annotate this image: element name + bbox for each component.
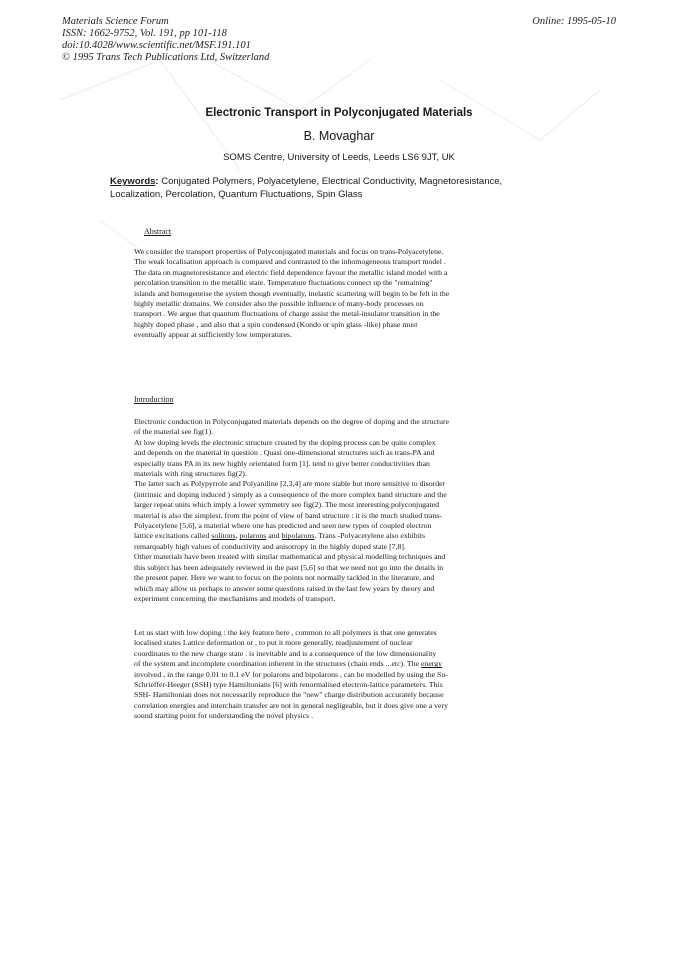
text-line: sound starting point for understanding the novel physics . [134,711,314,721]
paper-title: Electronic Transport in Polyconjugated Materials [205,107,473,119]
text-line: Polyacetylene [5,6], a material where one has predicted and seen new types of coupled electron [134,521,432,531]
text-line: material is also the simplest, from the point of view of band structure : it is the much studied trans- [134,510,442,520]
introduction-paragraph-2 [134,628,448,722]
abstract-line: islands and homogeneise the system though eventually, inelastic scattering will begin to be felt in the [134,288,450,298]
text-line: Let us start with low doping : the key feature here , common to all polymers is that one generates [134,628,437,637]
issn-line: ISSN: 1662-9752, Vol. 191, pp 101-118 [62,28,227,39]
abstract-line: The data on magnetoresistance and electric field dependence favour the metallic island model with a [134,267,448,277]
text-line: larger repeat units which imply a lower symmetry see fig(2). The most interesting polyconjugated [134,500,440,510]
introduction-paragraph-1 [134,417,449,604]
abstract-line: eventually appear at sufficiently low temperatures. [134,330,292,340]
keywords-label: Keywords [110,176,156,187]
text-line: this subject has been adequately reviewed in the past [5,6] so that we need not go into the details in [134,562,444,572]
text-fragment: lattice excitations called [134,531,212,541]
author: B. Movaghar [303,129,375,143]
text-line: and depends on the material in question . Quasi one-dimensional structures such as trans-PA and [134,448,435,458]
term-energy: energy [420,659,443,669]
introduction-heading: Introduction [134,395,174,404]
text-line: remarquably high values of conductivity and anisotropy in the highly doped state [7,8]. [134,541,406,551]
text-fragment: of the system and incomplete coordination inherent in the structures (chain ends ...etc). The [134,659,421,669]
text-line: Electronic conduction in Polyconjugated materials depends on the degree of doping and the structure [134,417,450,426]
text-line: especially trans PA in its new highly orientated form [1]. tend to give better conductivities than [134,458,430,468]
text-line [134,659,448,669]
abstract-line: percolation transition to the metallic state. Temperature fluctuations connect up the "remaining" [134,278,433,288]
text-line: Schrieffer-Heeger (SSH) type Hamiltonians [6] with renormalised electron-lattice parameters. This [134,680,443,690]
doi-line: doi:10.4028/www.scientific.net/MSF.191.101 [62,40,251,51]
text-line: of the material see fig(1). [134,427,214,437]
abstract-line: highly doped phase , and also that a spin condensed (Kondo or spin glass -like) phase must [134,319,418,329]
text-line: experiment concerning the mechanisms and models of transport. [134,593,336,603]
online-date: Online: 1995-05-10 [532,16,616,27]
abstract-line: The weak localisation approach is compared and contrasted to the inhomogeneous transport model . [134,257,446,267]
and-word: and [266,531,282,541]
term-polarons: polarons [239,531,267,541]
text-line: At low doping levels the electronic structure created by the doping process can be quite complex [134,437,436,447]
journal-header [62,16,269,64]
abstract-heading: Abstract [144,227,172,236]
text-line: involved , in the range 0.01 to 0.1 eV for polarons and bipolarons , can be modelled by using the Su- [134,669,448,679]
text-line: Other materials have been treated with similar mathematical and physical modelling techniques and [134,552,446,562]
text-line: (intrinsic and doping induced ) simply as a consequence of the more complex band structure and the [134,489,447,499]
text-line: localised states Lattice deformation or , to put it more generally, readjustement of nuclear [134,638,413,648]
abstract-text [134,247,449,341]
copyright-line: © 1995 Trans Tech Publications Ltd, Switzerland [62,52,270,63]
keywords-line-2: Localization, Percolation, Quantum Fluctuations, Spin Glass [110,188,363,200]
abstract-line: highly metallic domains. We consider also the possible influence of many-body processes on [134,299,424,309]
text-line: materials with ring structures fig(2). [134,469,247,479]
term-solitons: solitons [211,531,236,541]
abstract-line: transport . We argue that quantum fluctuations of charge assist the metal-insulator transition in the [134,309,440,319]
journal-name: Materials Science Forum [62,16,169,27]
text-fragment: . Trans -Polyacetylene also exhibits [314,531,426,541]
text-line: coordinates to the new charge state . is inevitable and is a consequence of the low dimensionality [134,648,437,658]
comma: , [235,531,240,541]
text-line: which may allow us perhaps to answer some questions raised in the last few years by theory and [134,583,435,593]
affiliation: SOMS Centre, University of Leeds, Leeds LS6 9JT, UK [223,152,455,163]
keywords-line-1: Conjugated Polymers, Polyacetylene, Electrical Conductivity, Magnetoresistance, [161,176,503,187]
keywords: Keywords: Conjugated Polymers, Polyacetylene, Electrical Conductivity, Magnetoresistance, Localization, Percolation, Quantum Fluctuations, Spin Glass [110,176,503,200]
abstract-line: We consider the transport properties of Polyconjugated materials and focus on trans-Polyacetylene. [134,247,444,256]
text-line [134,531,449,541]
text-line: the present paper. Here we want to focus on the points not normally tackled in the literature, and [134,573,435,583]
text-line: correlation energies and interchain transfer are not in general negligeable, but it does give one a very [134,700,448,710]
term-bipolarons: bipolarons [281,531,315,541]
text-line: The latter such as Polypyrrole and Polyaniline [2,3,4] are more stable but more sensitive to disorder [134,479,446,489]
text-line: SSH- Hamiltonian does not necessarily reproduce the "new" charge distribution accurately because [134,690,444,700]
